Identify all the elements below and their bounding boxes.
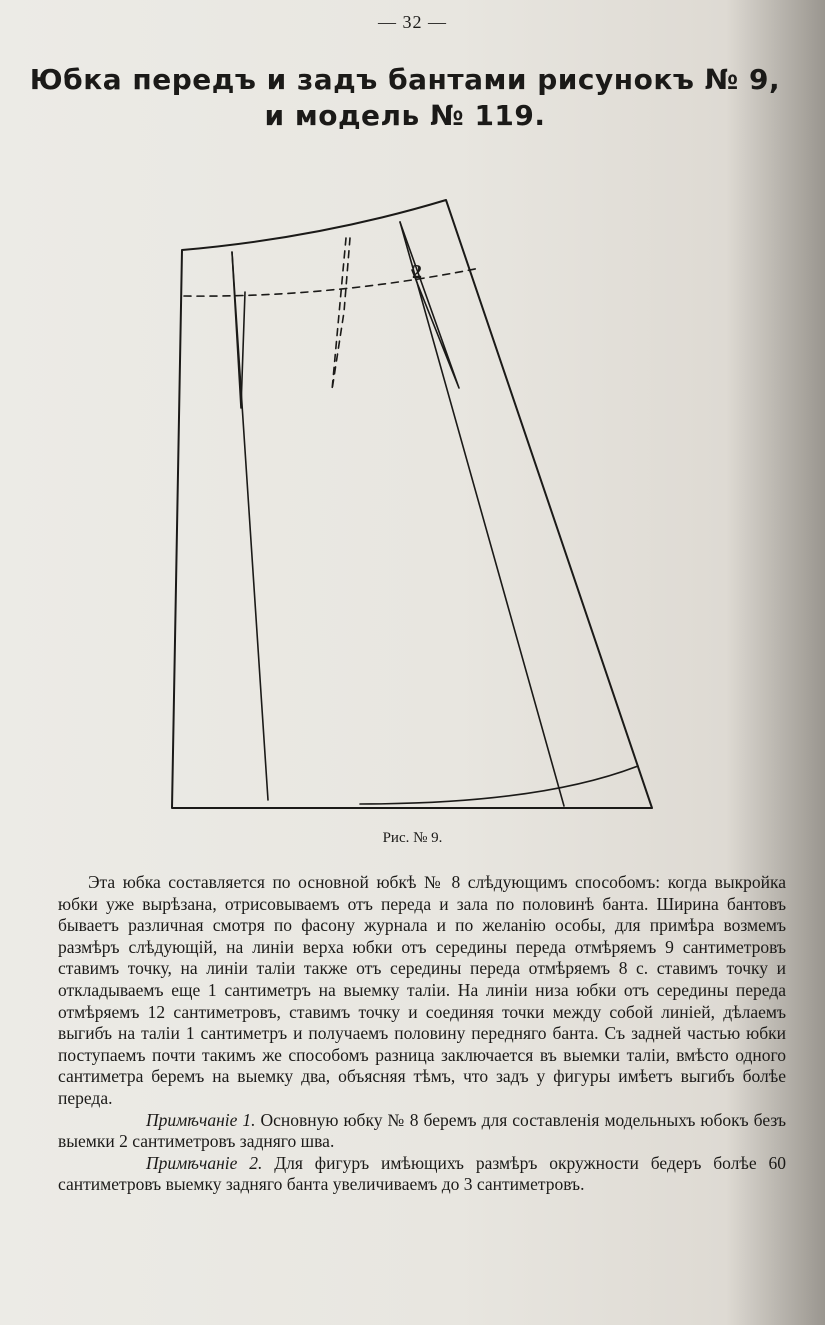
note-2-label: Примѣчаніе 2. [146, 1152, 263, 1173]
note-1-text: Основную юбку № 8 беремъ для составленія модельныхъ юбокъ безъ выемки 2 сантиметровъ задняго шва. [58, 1109, 786, 1152]
hem-curve [360, 766, 638, 804]
waist-dashed-line [184, 268, 480, 296]
back-pleat-dart [400, 222, 459, 388]
note-2-text: Для фигуръ имѣющихъ размѣръ окружности бедеръ болѣе 60 сантиметровъ выемку задняго банта увеличиваемъ до 3 сантиметровъ. [58, 1152, 787, 1195]
note-1 [58, 1110, 786, 1153]
page-number: — 32 — [378, 12, 447, 32]
back-pleat-line [400, 222, 564, 806]
figure-caption: Рис. № 9. [382, 830, 443, 846]
note-2 [58, 1153, 786, 1196]
figure-label: 2 [412, 261, 422, 283]
skirt-outline [172, 200, 652, 808]
body-text-block [58, 872, 786, 1196]
note-1-label: Примѣчаніе 1. [146, 1109, 256, 1130]
front-pleat-dart [232, 252, 245, 408]
main-paragraph: Эта юбка составляется по основной юбкѣ № 8 слѣдующимъ способомъ: когда выкройка юбки уже вырѣзана, отрисовываемъ отъ переда и зала по половинѣ банта. Ширина бантовъ бываетъ различная смотря по фасону журнала и по желанію особы, для примѣра возмемъ размѣръ слѣдующій, на линіи верха юбки отъ середины переда отмѣряемъ 9 сантиметровъ ставимъ точку, на линіи таліи также отъ середины переда отмѣряемъ 8 с. ставимъ точку и откладываемъ еще 1 сантиметръ на выемку таліи. На линіи низа юбки отъ середины переда отмѣряемъ 12 сантиметровъ, ставимъ точку и соединяя точки между собой линіей, дѣлаемъ выгибъ на таліи 1 сантиметръ и получаемъ половину передняго банта. Съ задней частью юбки поступаемъ почти такимъ же способомъ разница заключается въ выемки таліи, вмѣсто одного сантиметра беремъ на выемку два, объясняя тѣмъ, что задъ у фигуры имѣетъ выгибъ болѣе переда. [58, 872, 786, 1108]
skirt-pattern-diagram [150, 180, 670, 830]
center-dashed-dart [332, 238, 350, 390]
page-title: Юбка передъ и задъ бантами рисунокъ № 9, и модель № 119. [29, 63, 781, 132]
